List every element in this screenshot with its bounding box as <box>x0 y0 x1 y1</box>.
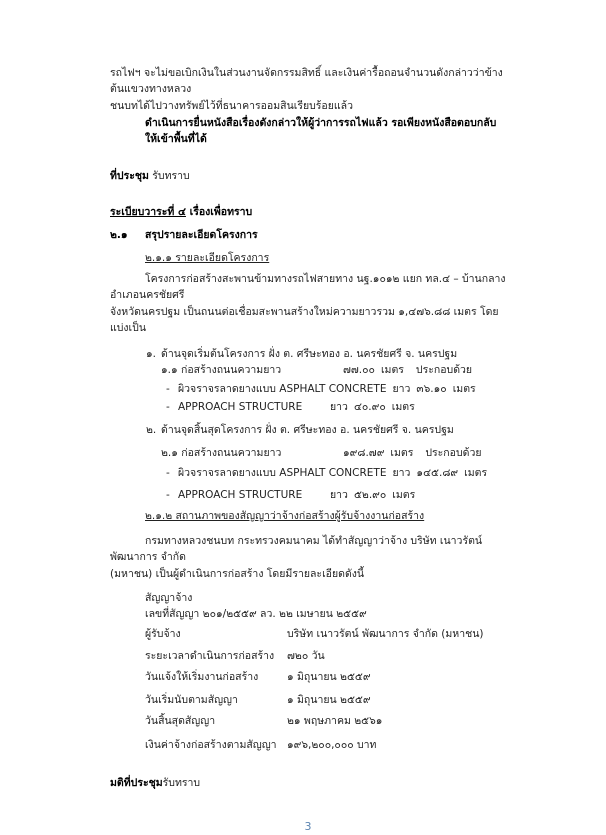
detail-row <box>110 626 506 642</box>
dash: - <box>166 489 170 501</box>
part-title: ด้านจุดสิ้นสุดโครงการ ฝั่ง ต. ศรีษะทอง อ. นครชัยศรี จ. นครปฐม <box>161 424 454 436</box>
detail-value: ๑ มิถุนายน ๒๕๕๙ <box>287 671 371 683</box>
detail-value: ๗๒๐ วัน <box>287 650 325 662</box>
detail-value: บริษัท เนาวรัตน์ พัฒนาการ จำกัด (มหาชน) <box>287 628 484 640</box>
length-item <box>110 399 506 415</box>
length-item <box>110 465 506 481</box>
road-value: ๑๙๘.๗๙ <box>343 447 385 459</box>
dash: - <box>166 383 170 395</box>
item-unit: เมตร <box>391 401 415 413</box>
agenda-label: ระเบียบวาระที่ ๔ <box>110 206 186 218</box>
item-label: ผิวจราจรลาดยางแบบ ASPHALT CONCRETE <box>178 467 387 479</box>
detail-row <box>110 737 506 753</box>
contract-details <box>110 590 506 753</box>
para-line: จังหวัดนครปฐม เป็นถนนต่อเชื่อมสะพานสร้างใหม่ความยาวรวม ๑,๔๗๖.๘๘ เมตร โดยแบ่งเป็น <box>110 306 499 334</box>
detail-value: เลขที่สัญญา ๒๐๑/๒๕๕๙ ลว. ๒๒ เมษายน ๒๕๕๙ <box>145 608 367 620</box>
resolution-label: มติที่ประชุม <box>110 777 163 789</box>
resolution-label: ที่ประชุม <box>110 170 149 182</box>
detail-row <box>110 590 506 622</box>
road-unit: เมตร <box>390 447 414 459</box>
section-number: ๒.๑ <box>110 229 128 241</box>
item-len: ยาว <box>392 467 411 479</box>
detail-label: วันเริ่มนับตามสัญญา <box>145 694 238 706</box>
part-heading <box>110 346 506 362</box>
detail-label: วันแจ้งให้เริ่มงานก่อสร้าง <box>145 671 259 683</box>
item-value: ๔๐.๙๐ <box>353 401 386 413</box>
detail-label: วันสิ้นสุดสัญญา <box>145 715 216 727</box>
detail-label: สัญญาจ้าง <box>145 592 193 604</box>
para-line: กรมทางหลวงชนบท กระทรวงคมนาคม ได้ทำสัญญาว่าจ้าง บริษัท เนาวรัตน์พัฒนาการ จำกัด <box>110 535 483 563</box>
road-suffix: ประกอบด้วย <box>425 447 482 459</box>
item-len: ยาว <box>330 401 348 413</box>
para-line: โครงการก่อสร้างสะพานข้ามทางรถไฟสายทาง นฐ.๑๐๑๒ แยก ทล.๔ – บ้านกลาง อำเภอนครชัยศรี <box>110 273 506 301</box>
sub1-heading: ๒.๑.๑ รายละเอียดโครงการ <box>145 252 270 264</box>
item-label: ผิวจราจรลาดยางแบบ ASPHALT CONCRETE <box>178 383 387 395</box>
detail-row <box>110 648 506 664</box>
bold-statement: ดำเนินการยื่นหนังสือเรื่องดังกล่าวให้ผู้ว่าการรถไฟแล้ว รอเพียงหนังสือตอบกลับให้เข้าพื้นที่ได้ <box>145 117 497 145</box>
road-label: ๒.๑ ก่อสร้างถนนความยาว <box>161 447 282 459</box>
detail-row <box>110 669 506 685</box>
detail-value: ๑๙๖,๒๐๐,๐๐๐ บาท <box>287 739 377 751</box>
para-line: ชนบทได้ไปวางทรัพย์ไว้ที่ธนาคารออมสินเรียบร้อยแล้ว <box>110 100 353 112</box>
item-value: ๓๖.๑๐ <box>416 383 447 395</box>
resolution-text: รับทราบ <box>162 777 201 789</box>
detail-row <box>110 692 506 708</box>
road-value: ๗๗.๐๐ <box>343 364 375 376</box>
road-suffix: ประกอบด้วย <box>415 364 473 376</box>
document-body <box>110 65 506 835</box>
resolution-text: รับทราบ <box>152 170 190 182</box>
item-len: ยาว <box>392 383 411 395</box>
section-heading <box>110 227 506 243</box>
para-line: (มหาชน) เป็นผู้ดำเนินการก่อสร้าง โดยมีรายละเอียดดังนี้ <box>110 568 365 580</box>
detail-label: เงินค่าจ้างก่อสร้างตามสัญญา <box>145 739 277 751</box>
length-item <box>110 381 506 397</box>
item-label: APPROACH STRUCTURE <box>178 489 303 501</box>
road-line <box>110 362 506 378</box>
item-len: ยาว <box>330 489 348 501</box>
resolution-2 <box>110 775 506 791</box>
item-unit: เมตร <box>464 467 488 479</box>
section-title: สรุปรายละเอียดโครงการ <box>145 229 258 241</box>
para-line: รถไฟฯ จะไม่ขอเบิกเงินในส่วนงานจัดกรรมสิทธิ์ และเงินค่ารื้อถอนจำนวนดังกล่าวว่าข้างต้นแขวงทางหลวง <box>110 67 503 95</box>
detail-value: ๑ มิถุนายน ๒๕๕๙ <box>287 694 371 706</box>
item-value: ๑๔๕.๘๙ <box>416 467 459 479</box>
item-unit: เมตร <box>452 383 476 395</box>
dash: - <box>166 401 170 413</box>
item-unit: เมตร <box>392 489 416 501</box>
part-number: ๑. <box>146 348 157 360</box>
sub2-heading: ๒.๑.๒ สถานภาพของสัญญาว่าจ้างก่อสร้างผู้รับจ้างงานก่อสร้าง <box>145 510 425 522</box>
agenda-text: เรื่องเพื่อทราบ <box>189 206 253 218</box>
road-label: ๑.๑ ก่อสร้างถนนความยาว <box>161 364 282 376</box>
part-title: ด้านจุดเริ่มต้นโครงการ ฝั่ง ต. ศรีษะทอง อ. นครชัยศรี จ. นครปฐม <box>161 348 458 360</box>
length-item <box>110 487 506 503</box>
detail-row <box>110 713 506 729</box>
part-heading <box>110 422 506 438</box>
item-label: APPROACH STRUCTURE <box>178 401 303 413</box>
part-number: ๒. <box>146 424 157 436</box>
road-line <box>110 445 506 461</box>
detail-label: ระยะเวลาดำเนินการก่อสร้าง <box>145 650 275 662</box>
item-value: ๕๒.๙๐ <box>353 489 387 501</box>
page-number: 3 <box>304 820 312 833</box>
detail-value: ๒๑ พฤษภาคม ๒๕๖๑ <box>287 715 383 727</box>
resolution-1 <box>110 168 506 184</box>
dash: - <box>166 467 170 479</box>
detail-label: ผู้รับจ้าง <box>145 628 181 640</box>
road-unit: เมตร <box>380 364 404 376</box>
project-parts <box>110 346 506 503</box>
agenda-heading <box>110 204 506 220</box>
